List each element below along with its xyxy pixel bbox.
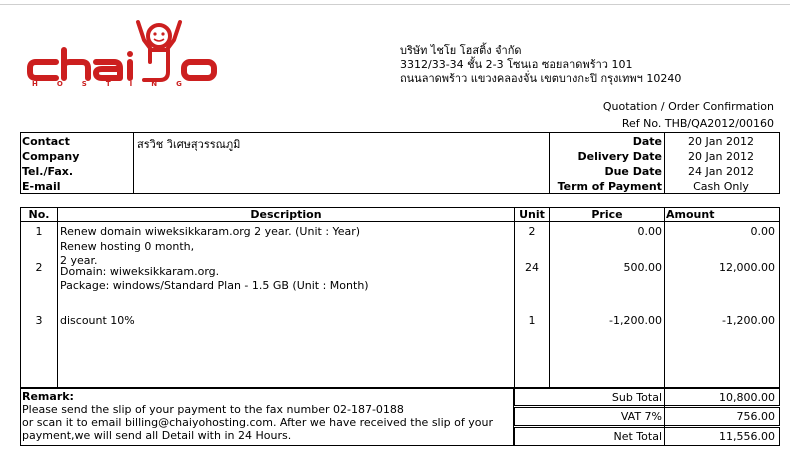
items-header-divider xyxy=(20,221,780,222)
info-divider-2 xyxy=(549,132,550,194)
row-1-price: 0.00 xyxy=(637,225,662,238)
remark-text xyxy=(22,403,493,442)
header-price: Price xyxy=(591,208,623,221)
vat-value: 756.00 xyxy=(736,410,775,423)
term-of-payment-value: Cash Only xyxy=(693,180,749,193)
net-total-value: 11,556.00 xyxy=(719,430,775,443)
document-ref-no: Ref No. THB/QA2012/00160 xyxy=(621,117,774,130)
remark-title: Remark: xyxy=(22,390,74,403)
due-date-value: 24 Jan 2012 xyxy=(688,165,754,178)
company-label: Company xyxy=(22,150,80,163)
header-description: Description xyxy=(250,208,322,221)
row-2-desc-line-3: Domain: wiweksikkaram.org. xyxy=(60,265,220,278)
row-3-amount: -1,200.00 xyxy=(722,314,775,327)
net-total-label: Net Total xyxy=(613,430,662,443)
row-2-desc-line-2: 2 year. xyxy=(60,254,98,267)
row-2-amount: 12,000.00 xyxy=(719,261,775,274)
company-address-block xyxy=(400,44,681,86)
row-1-description: Renew domain wiweksikkaram.org 2 year. (Unit : Year) xyxy=(60,225,361,238)
row-1-no: 1 xyxy=(35,225,43,238)
company-address-line2: ถนนลาดพร้าว แขวงคลองจั่น เขตบางกะปิ กรุงเทพฯ 10240 xyxy=(400,72,682,85)
delivery-date-value: 20 Jan 2012 xyxy=(688,150,754,163)
row-1-amount: 0.00 xyxy=(750,225,775,238)
subtotal-label: Sub Total xyxy=(611,391,662,404)
contact-value: สรวิช วิเศษสุวรรณภูมิ xyxy=(137,138,241,151)
row-3-description: discount 10% xyxy=(60,314,135,327)
logo-subtitle: HOSTING xyxy=(32,80,201,88)
delivery-date-label: Delivery Date xyxy=(577,150,662,163)
row-2-desc-line-1: Renew hosting 0 month, xyxy=(60,240,195,253)
col-divider-no xyxy=(57,207,58,388)
term-of-payment-label: Term of Payment xyxy=(557,180,662,193)
row-2-desc-line-4: Package: windows/Standard Plan - 1.5 GB (Unit : Month) xyxy=(60,279,369,292)
header-unit: Unit xyxy=(519,208,545,221)
row-2-no: 2 xyxy=(35,261,43,274)
vat-label: VAT 7% xyxy=(620,410,662,423)
tel-fax-label: Tel./Fax. xyxy=(22,165,74,178)
document-title: Quotation / Order Confirmation xyxy=(602,100,774,113)
contact-label: Contact xyxy=(22,135,70,148)
subtotal-value: 10,800.00 xyxy=(719,391,775,404)
remark-line-3: payment,we will send all Detail with in 24 Hours. xyxy=(22,429,292,442)
row-3-no: 3 xyxy=(35,314,43,327)
company-address-line1: 3312/33-34 ชั้น 2-3 โซนเอ ซอยลาดพร้าว 101 xyxy=(400,58,633,71)
header-amount: Amount xyxy=(666,208,715,221)
row-2-unit: 24 xyxy=(525,261,539,274)
company-name: บริษัท ไชโย โฮสติ้ง จำกัด xyxy=(400,44,522,57)
row-3-price: -1,200.00 xyxy=(609,314,662,327)
row-2-description xyxy=(60,241,369,291)
date-label: Date xyxy=(632,135,662,148)
info-divider-1 xyxy=(133,132,134,194)
due-date-label: Due Date xyxy=(604,165,662,178)
date-value: 20 Jan 2012 xyxy=(688,135,754,148)
remark-line-2: or scan it to email billing@chaiyohosting.com. After we have received the slip of your xyxy=(22,416,493,429)
row-2-price: 500.00 xyxy=(623,261,662,274)
top-divider xyxy=(0,4,790,5)
row-1-unit: 2 xyxy=(528,225,536,238)
email-label: E-mail xyxy=(22,180,61,193)
row-3-unit: 1 xyxy=(528,314,536,327)
remark-line-1: Please send the slip of your payment to the fax number 02-187-0188 xyxy=(22,403,404,416)
header-no: No. xyxy=(28,208,50,221)
